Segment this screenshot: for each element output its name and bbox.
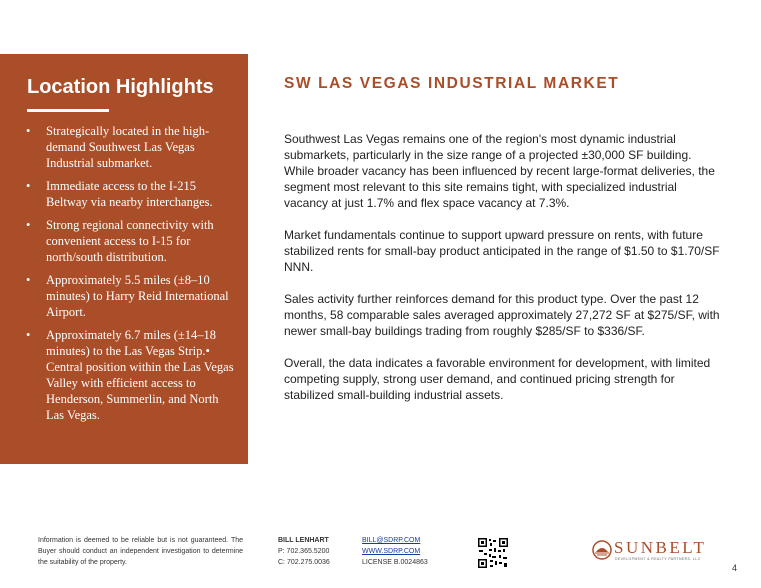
agent-name: BILL LENHART (278, 537, 329, 544)
page-number: 4 (732, 563, 738, 573)
website-link[interactable]: WWW.SDRP.COM (362, 548, 421, 555)
disclaimer: Information is deemed to be reliable but is not guaranteed. The Buyer should conduct an independent investigation to determine the suitability of the property. (38, 537, 243, 566)
sidebar-heading: Location Highlights (27, 76, 214, 98)
list-item (26, 327, 236, 423)
email-link[interactable]: BILL@SDRP.COM (362, 537, 421, 544)
company-logo (592, 536, 722, 564)
logo-wordmark: SUNBELT (614, 538, 707, 557)
agent-contact (278, 535, 358, 568)
sun-logo-icon (592, 540, 612, 560)
bullet-icon: • (26, 273, 31, 287)
list-item-text: Approximately 6.7 miles (±14–18 minutes) to the Las Vegas Strip.• Central position within the Las Vegas Valley with efficient access to Henderson, Summerlin, and North Las Vegas. (46, 328, 234, 422)
bullet-icon: • (26, 179, 31, 193)
agent-links (362, 535, 462, 568)
bullet-icon: • (26, 218, 31, 232)
paragraph: Sales activity further reinforces demand for this product type. Over the past 12 months, 58 comparable sales averaged approximately 27,272 SF at $275/SF, with newer small-bay buildings trading from roughly $285/SF to $336/SF. (284, 292, 720, 338)
agent-cell: C: 702.275.0036 (278, 559, 330, 566)
list-item (26, 272, 236, 320)
list-item-text: Immediate access to the I-215 Beltway via nearby interchanges. (46, 179, 213, 209)
list-item-text: Strategically located in the high-demand Southwest Las Vegas Industrial submarket. (46, 124, 210, 170)
heading-underline (27, 109, 109, 112)
highlights-list (26, 123, 236, 430)
list-item (26, 217, 236, 265)
list-item-text: Strong regional connectivity with convenient access to I-15 for north/south distribution. (46, 218, 214, 264)
bullet-icon: • (26, 328, 31, 342)
list-item (26, 123, 236, 171)
logo-tagline: DEVELOPMENT & REALTY PARTNERS, LLC (615, 557, 701, 561)
paragraph: Southwest Las Vegas remains one of the region's most dynamic industrial submarkets, particularly in the size range of a projected ±30,000 SF building. While broader vacancy has been influenced by recent large-format deliveries, the segment most relevant to this site remains tight, with specialized industrial vacancy at just 1.7% and flex space vacancy at 7.3%. (284, 132, 715, 210)
list-item-text: Approximately 5.5 miles (±8–10 minutes) to Harry Reid International Airport. (46, 273, 229, 319)
license-number: LICENSE B.0024863 (362, 559, 428, 566)
agent-phone: P: 702.365.5200 (278, 548, 330, 555)
page-title: SW LAS VEGAS INDUSTRIAL MARKET (284, 75, 620, 92)
list-item (26, 178, 236, 210)
market-description (284, 131, 724, 419)
bullet-icon: • (26, 124, 31, 138)
paragraph: Overall, the data indicates a favorable environment for development, with limited competing supply, strong user demand, and continued pricing strength for stabilized small-building industrial assets. (284, 356, 711, 402)
qr-code-icon (477, 537, 509, 569)
paragraph: Market fundamentals continue to support upward pressure on rents, with future stabilized rents for small-bay product anticipated in the range of $1.50 to $1.70/SF NNN. (284, 228, 720, 274)
location-highlights-panel (0, 54, 248, 464)
